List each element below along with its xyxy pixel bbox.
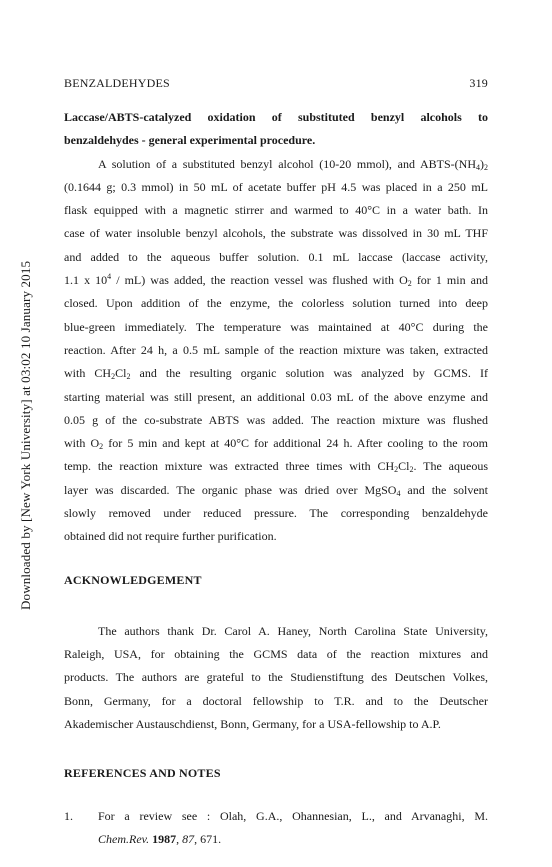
procedure-body-line: A solution of a substituted benzyl alcohol (10-20 mmol), and ABTS-$(NH_4)_2$ [98,156,488,172]
procedure-body-line: 0.05 g of the co-substrate ABTS was added. The reaction mixture was flushed [64,412,488,427]
main-content [64,106,488,852]
procedure-title-line: Laccase/ABTS-catalyzed oxidation of substituted benzyl alcohols to [64,110,488,124]
procedure-body-line: with $CH_2Cl_2$ and the resulting organic solution was analyzed by GCMS. If [64,366,488,382]
acknowledgement-line: Raleigh, USA, for obtaining the GCMS data of the reaction mixtures and [64,646,488,661]
procedure-body-line: flask equipped with a magnetic stirrer and warmed to 40°C in a water bath. In [64,203,488,218]
acknowledgement-line: Bonn, Germany, for a doctoral fellowship to T.R. and to the Deutscher [64,693,488,708]
procedure-body-line: 1.1 x $10^4 / mL$) was added, the reaction vessel was flushed with $O_2$ for 1 min and [64,272,488,289]
running-head-title: BENZALDEHYDES [64,76,170,90]
procedure-body-line: reaction. After 24 h, a 0.5 mL sample of the reaction mixture was taken, extracted [64,342,488,357]
procedure-body-line: blue-green immediately. The temperature was maintained at 40°C during the [64,319,488,334]
procedure-body-line: case of water insoluble benzyl alcohols, the substrate was dissolved in 30 mL THF [64,226,488,241]
acknowledgement-heading: ACKNOWLEDGEMENT [64,572,202,587]
reference-text [98,805,488,852]
reference-number: 1. [64,809,73,824]
procedure-body-line: starting material was still present, an additional 0.03 mL of the above enzyme and [64,389,488,404]
procedure-body-line: layer was discarded. The organic phase was dried over MgSO$_4$ and the solvent [64,482,488,498]
procedure-title [64,106,488,153]
running-head [64,76,488,91]
reference-line: Chem.Rev. 1987, 87, 671. [98,832,222,847]
page-number: 319 [469,76,488,90]
acknowledgement-line: The authors thank Dr. Carol A. Haney, North Carolina State University, [98,623,488,638]
acknowledgement-line: Akademischer Austauschdienst, Bonn, Germany, for a USA-fellowship to A.P. [64,716,441,731]
procedure-title-line: benzaldehydes - general experimental procedure. [64,133,316,148]
reference-list [64,805,488,852]
acknowledgement-body [64,620,488,736]
procedure-body-line: temp. the reaction mixture was extracted three times with $CH_2Cl_2$. The aqueous [64,459,488,475]
procedure-body-line: closed. Upon addition of the enzyme, the colorless solution turned into deep [64,296,488,311]
procedure-body-line: obtained did not require further purification. [64,529,277,544]
acknowledgement-line: products. The authors are grateful to the Studienstiftung des Deutschen Volkes, [64,670,488,685]
reference-item [64,805,488,852]
procedure-body-line: and added to the aqueous buffer solution. 0.1 mL laccase (laccase activity, [64,249,488,264]
reference-line: For a review see : Olah, G.A., Ohannesian, L., and Arvanaghi, M. [98,809,488,824]
procedure-body-line: (0.1644 g; 0.3 mmol) in 50 mL of acetate buffer pH 4.5 was placed in a 250 mL [64,179,488,194]
procedure-body-line: with $O_2$ for 5 min and kept at 40°C for additional 24 h. After cooling to the room [64,436,488,452]
procedure-body-line: slowly removed under reduced pressure. The corresponding benzaldehyde [64,506,488,521]
procedure-body [64,153,488,549]
download-notice-text: Downloaded by [New York University] at 03:02 10 January 2015 [18,260,33,610]
references-heading: REFERENCES AND NOTES [64,766,221,781]
